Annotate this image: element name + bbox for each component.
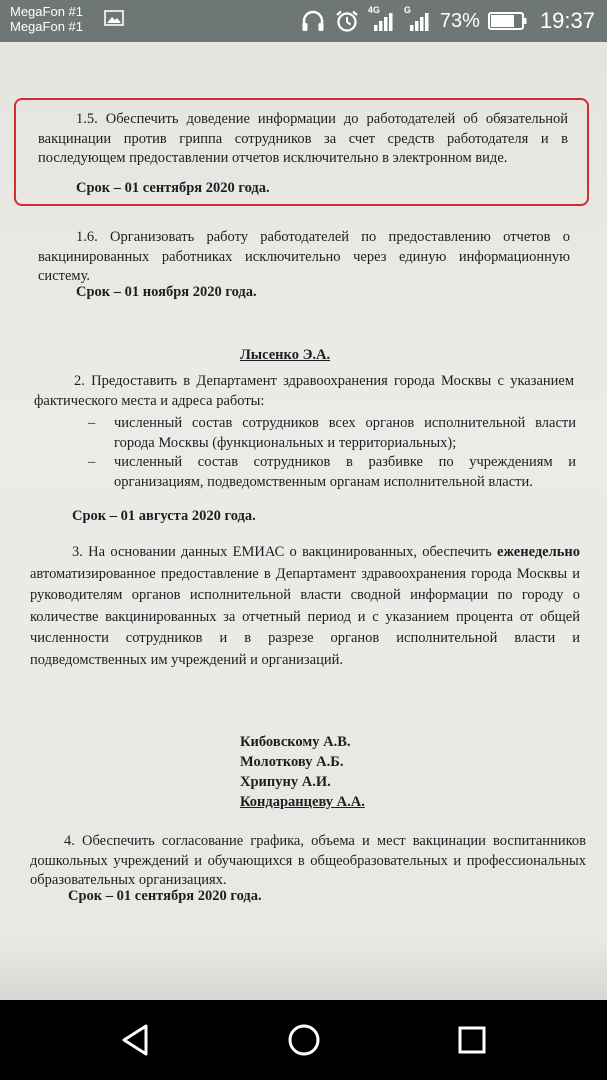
- page-edge: [0, 940, 607, 1000]
- status-bar: [0, 0, 607, 42]
- deadline-1-5: Срок – 01 сентября 2020 года.: [76, 180, 270, 196]
- paragraph-text: На основании данных ЕМИАС о вакцинированных, обеспечить: [88, 544, 492, 560]
- responsible-name: Кондаранцеву А.А.: [240, 794, 365, 810]
- back-icon[interactable]: [116, 1020, 156, 1060]
- paragraph-3: [30, 542, 580, 671]
- paragraph-number: 1.6.: [76, 229, 98, 245]
- recents-icon[interactable]: [452, 1020, 492, 1060]
- paragraph-text: Обеспечить доведение информации до работодателей об обязательной вакцинации против гриппа сотрудников за счет средств работодателя и в последующем предоставлении отчетов исключительно в электронном виде.: [38, 111, 569, 166]
- battery-percent: 73%: [439, 9, 480, 32]
- signal-g: [403, 5, 432, 33]
- battery-icon: [488, 11, 528, 31]
- emphasis-text: еженедельно: [497, 544, 581, 560]
- paragraph-number: 2.: [74, 373, 85, 389]
- deadline-2: Срок – 01 августа 2020 года.: [72, 508, 256, 524]
- gallery-icon: [104, 10, 124, 26]
- network-type-label: G: [403, 5, 411, 15]
- responsible-name: Молоткову А.Б.: [240, 754, 344, 770]
- carrier-name-1: MegaFon #1: [10, 4, 83, 19]
- alarm-icon: [334, 9, 360, 33]
- list-item: – численный состав сотрудников в разбивке по учреждениям и организациям, подведомственным органам исполнительной власти.: [88, 454, 576, 490]
- paragraph-1-6: [38, 228, 570, 287]
- paragraph-4: [30, 832, 586, 891]
- list-item-text: численный состав сотрудников в разбивке по учреждениям и организациям, подведомственным органам исполнительной власти.: [114, 454, 576, 490]
- carrier-info: [10, 4, 83, 34]
- deadline-1-6: Срок – 01 ноября 2020 года.: [76, 284, 257, 300]
- paragraph-number: 4.: [64, 833, 75, 849]
- responsible-name: Хрипуну А.И.: [240, 774, 331, 790]
- headphones-icon: [300, 9, 326, 33]
- home-icon[interactable]: [284, 1020, 324, 1060]
- clock: 19:37: [539, 8, 595, 33]
- carrier-name-2: MegaFon #1: [10, 19, 83, 34]
- signal-icon: [368, 9, 396, 33]
- paragraph-1-5: [38, 110, 568, 169]
- bullet-list: [88, 414, 576, 492]
- navigation-bar: [0, 1000, 607, 1080]
- responsible-name: Лысенко Э.А.: [240, 347, 331, 363]
- responsible-list: [240, 732, 365, 812]
- paragraph-number: 3.: [72, 544, 83, 560]
- paragraph-number: 1.5.: [76, 111, 98, 127]
- network-type-label: 4G: [367, 5, 380, 15]
- status-icons: [300, 6, 595, 36]
- paragraph-text: Предоставить в Департамент здравоохранения города Москвы с указанием фактического места и адреса работы:: [34, 373, 575, 409]
- document-page: [0, 42, 607, 1000]
- signal-4g: [367, 5, 396, 33]
- paragraph-text: автоматизированное предоставление в Департамент здравоохранения города Москвы и руководителям органов исполнительной власти сводной информации по городу о количестве вакцинированных за отчетный период и с указанием процента от общей численности сотрудников и в разрезе органов исполнительной власти и подведомственных им учреждений и организаций.: [30, 565, 580, 668]
- paragraph-text: Организовать работу работодателей по предоставлению отчетов о вакцинированных работниках исключительно через единую информационную систему.: [38, 229, 571, 284]
- paragraph-text: Обеспечить согласование графика, объема и мест вакцинации воспитанников дошкольных учреждений и обучающихся в общеобразовательных и профессиональных образовательных организациях.: [30, 833, 586, 888]
- deadline-4: Срок – 01 сентября 2020 года.: [68, 888, 262, 904]
- list-item-text: численный состав сотрудников всех органов исполнительной власти города Москвы (функциональных и территориальных);: [114, 415, 576, 451]
- paragraph-2: [34, 372, 574, 411]
- list-item: – численный состав сотрудников всех органов исполнительной власти города Москвы (функциональных и территориальных);: [88, 415, 576, 451]
- responsible-name: Кибовскому А.В.: [240, 734, 351, 750]
- signal-icon: [404, 9, 432, 33]
